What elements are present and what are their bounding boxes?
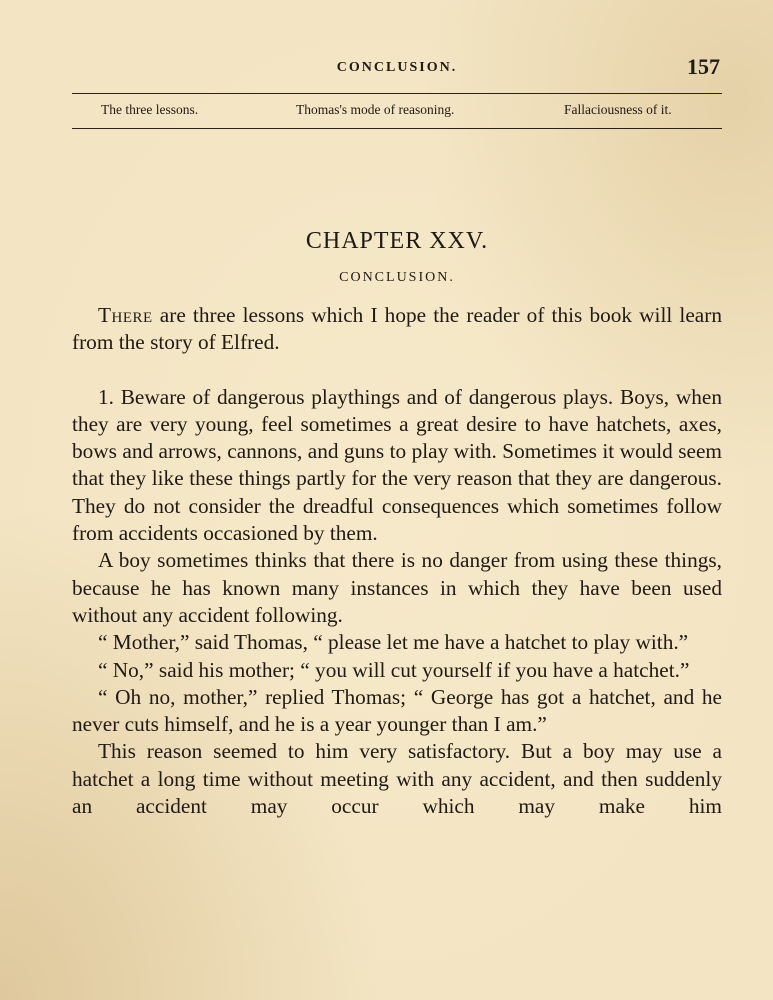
header-rule-top (72, 93, 722, 94)
paragraph-dialogue-mother: “ No,” said his mother; “ you will cut yourself if you have a hatchet.” (98, 657, 690, 682)
header-rule-bottom (72, 128, 722, 129)
topic-fallaciousness: Fallaciousness of it. (564, 102, 672, 117)
paragraph-reason: This reason seemed to him very satisfactory. But a boy may use a hatchet a long time without meeting with any accident, and then suddenly an accident may occur which may make him (72, 739, 722, 819)
paragraph-intro (72, 302, 722, 357)
chapter-body (72, 302, 722, 820)
paragraph-dialogue-reply: “ Oh no, mother,” replied Thomas; “ George has got a hatchet, and he never cuts himself, and he is a year younger than I am.” (72, 684, 722, 737)
chapter-title: CHAPTER XXV. (305, 228, 489, 254)
page-number: 157 (687, 54, 720, 79)
marginal-topics (72, 102, 722, 122)
topic-three-lessons: The three lessons. (101, 102, 199, 117)
topic-thomas-reasoning: Thomas's mode of reasoning. (296, 102, 455, 117)
paragraph-boy-thinks: A boy sometimes thinks that there is no danger from using these things, because he has known many instances in which they have been used without any accident following. (72, 548, 722, 627)
paragraph-lesson-one: 1. Beware of dangerous playthings and of dangerous plays. Boys, when they are very young, feel sometimes a great desire to have hatchets, axes, bows and arrows, cannons, and guns to play with. Sometimes it would seem that they like these things partly for the very reason that they are dangerous. They do not consider the dreadful consequences which sometimes follow from accidents occasioned by them. (72, 384, 722, 546)
paragraph-intro-text: are three lessons which I hope the reader of this book will learn from the story of Elfred. (72, 303, 722, 355)
chapter-subtitle: CONCLUSION. (339, 270, 455, 285)
running-title: CONCLUSION. (336, 60, 458, 75)
paragraph-lead-word: There (98, 303, 153, 327)
running-head (72, 56, 722, 82)
paragraph-dialogue-thomas: “ Mother,” said Thomas, “ please let me have a hatchet to play with.” (98, 630, 689, 655)
